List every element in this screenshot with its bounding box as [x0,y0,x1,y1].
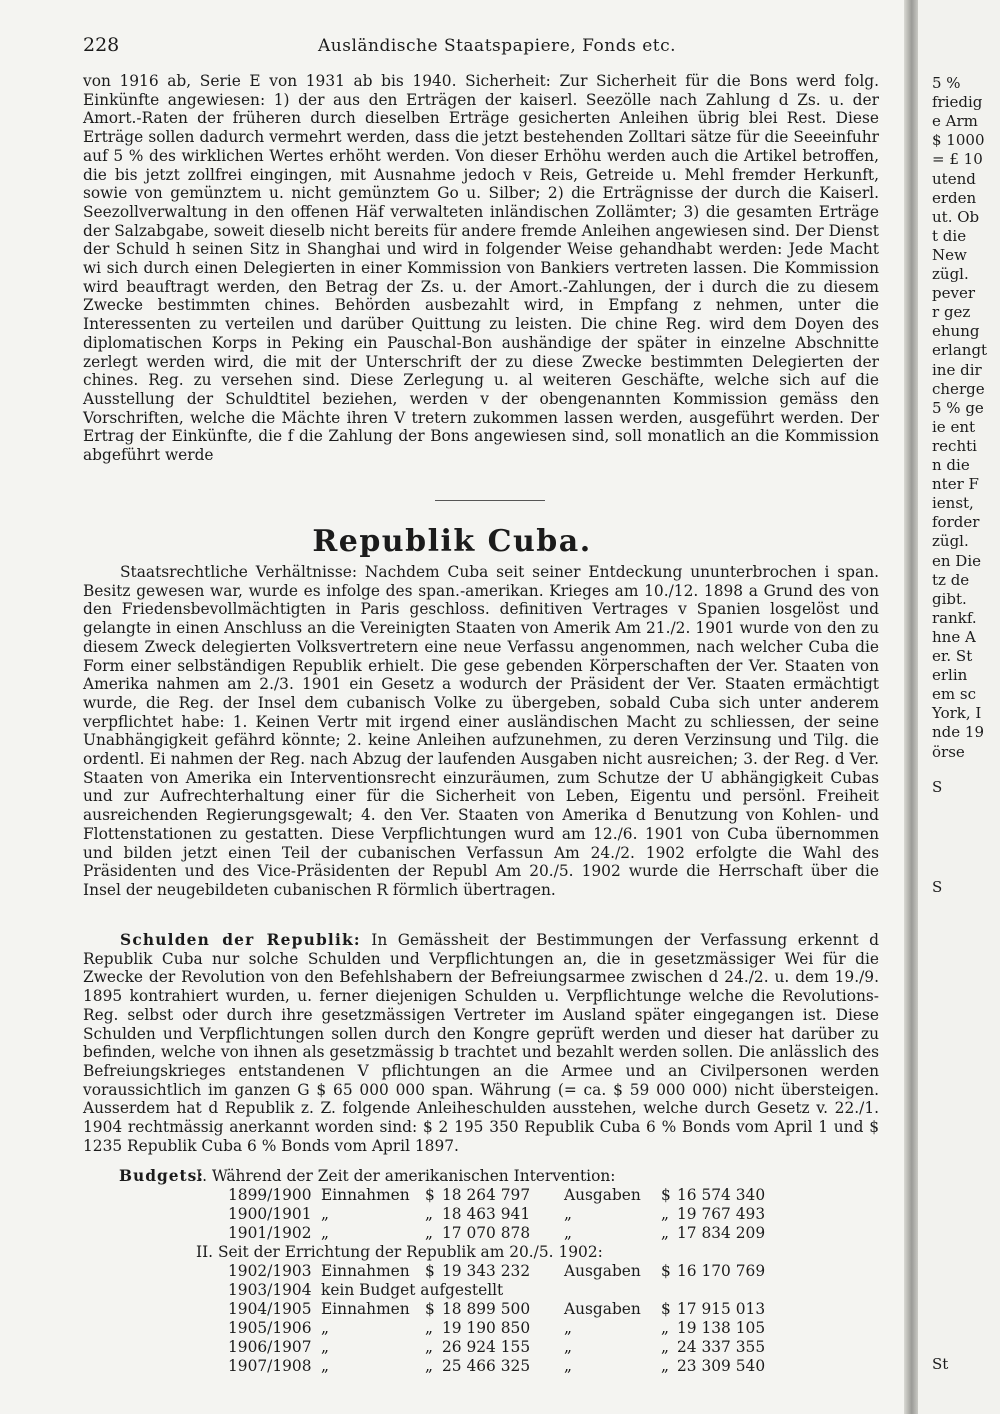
income-label: „ [321,1357,329,1375]
expense-value: 17 834 209 [677,1224,766,1242]
debts-paragraph [83,931,879,1155]
expense-currency: „ [661,1338,669,1356]
income-value: 18 264 797 [442,1186,531,1204]
adjacent-page-fragment: rechti [932,436,977,455]
expense-value: 19 138 105 [677,1319,766,1337]
adjacent-page-fragment: r gez [932,303,971,322]
adjacent-page-fragment: erden [932,188,977,207]
adjacent-page-fragment: en Die [932,551,982,570]
expense-currency: $ [661,1262,671,1280]
expense-value: 19 767 493 [677,1205,766,1223]
income-value: 25 466 325 [442,1357,531,1375]
income-label: Einnahmen [321,1300,410,1318]
expense-label: „ [564,1224,572,1242]
income-label: Einnahmen [321,1186,410,1204]
adjacent-page-fragment: 5 % [932,74,961,92]
income-value: 19 343 232 [442,1262,531,1280]
section-title: Republik Cuba. [312,524,592,559]
expense-label: „ [564,1319,572,1337]
adjacent-page-fragment: forder [932,513,980,532]
expense-label: „ [564,1338,572,1356]
debts-text: In Gemässheit der Bestimmungen der Verfassung erkennt d Republik Cuba nur solche Schulden und Verpflichtungen an, die in gesetzmässiger Wei für die Zwecke der Revolution von den Befehlshabern der Befreiungsarmee zwischen d 24./2. u. dem 19./9. 1895 kontrahiert wurden, u. ferner diejenigen Schulden u. Verpflichtunge welche die Revolutions-Reg. selbst oder durch ihre gesetzmässigen Vertreter im Ausland später eingegangen ist. Diese Schulden und Verpflichtungen sollen durch den Kongre geprüft werden und dieser hat darüber zu befinden, welche von ihnen als gesetzmässig b trachtet und bezahlt werden sollen. Die anlässlich des Befreiungskrieges entstandenen V pflichtungen an die Armee und an Civilpersonen werden voraussichtlich im ganzen G $ 65 000 000 span. Währung (= ca. $ 59 000 000) nicht übersteigen. Ausserdem hat d Republik z. Z. folgende Anleiheschulden ausstehen, welche durch Gesetz v. 22./1. 1904 rechtmässig anerkannt worden sind: $ 2 195 350 Republik Cuba 6 % Bonds vom April 1 und $ 1235 Republik Cuba 6 % Bonds vom April 1897. [83,931,879,1155]
income-currency: „ [425,1338,433,1356]
budget-row [0,1186,904,1205]
adjacent-page-fragment: York, I [932,704,982,723]
adjacent-page-fragment: ine dir [932,360,982,379]
budget-row [0,1357,904,1376]
expense-currency: $ [661,1300,671,1318]
adjacent-page-fragment: friedig [932,93,983,112]
budget-row [0,1338,904,1357]
income-value: 18 463 941 [442,1205,531,1223]
adjacent-page-fragment: erlin [932,666,968,685]
budget-row [0,1224,904,1243]
budget-year: 1901/1902 [228,1224,312,1242]
adjacent-page-fragment: n die [932,456,970,474]
budget-row [0,1262,904,1281]
adjacent-page-fragment: nter F [932,475,979,494]
adjacent-page-fragment: t die [932,226,967,245]
adjacent-page-fragment: = £ 10 [932,150,983,169]
debts-label: Schulden der Republik: [120,931,361,949]
adjacent-page-fragment: zügl. [932,265,969,283]
budget-row [0,1300,904,1319]
adjacent-page-fragment: St [932,1355,949,1373]
budget-year: 1900/1901 [228,1205,312,1223]
adjacent-page-fragment: rankf. [932,608,977,627]
adjacent-page-fragment: ie ent [932,417,976,436]
expense-currency: „ [661,1205,669,1223]
income-currency: „ [425,1319,433,1337]
section-divider [435,500,545,501]
budget-part1-heading: I. Während der Zeit der amerikanischen Intervention: [196,1167,616,1185]
income-label: „ [321,1224,329,1242]
expense-value: 16 574 340 [677,1186,766,1204]
income-currency: „ [425,1205,433,1223]
adjacent-page-fragment: em sc [932,685,976,704]
expense-currency: „ [661,1224,669,1242]
expense-value: 16 170 769 [677,1262,766,1280]
adjacent-page-fragment: S [932,878,943,896]
income-currency: $ [425,1186,435,1204]
adjacent-page-fragment: hne A [932,627,976,646]
constitution-paragraph: Staatsrechtliche Verhältnisse: Nachdem Cuba seit seiner Entdeckung ununterbrochen i span. Besitz gewesen war, wurde es infolge des span.-amerikan. Krieges am 10./12. 1898 a Grund des von den Friedensbevollmächtigten in Paris geschloss. definitiven Vertrages v Spanien losgelöst und gelangte in einen Anschluss an die Vereinigten Staaten von Amerik Am 21./2. 1901 wurde von den zu diesem Zweck delegierten Volksvertretern eine neue Verfassu angenommen, nach welcher Cuba die Form einer selbständigen Republik erhielt. Die gese gebenden Körperschaften der Ver. Staaten von Amerika nahmen am 2./3. 1901 ein Gesetz a wodurch der Präsident der Ver. Staaten ermächtigt wurde, die Reg. der Insel dem cubanisch Volke zu übergeben, sobald Cuba sich unter anderem verpflichtet habe: 1. Keinen Vertr mit irgend einer ausländischen Macht zu schliessen, der seine Unabhängigkeit gefährd könnte; 2. keine Anleihen aufzunehmen, zu deren Verzinsung und Tilg. die ordentl. Ei nahmen der Reg. nach Abzug der laufenden Ausgaben nicht ausreichen; 3. der Reg. d Ver. Staaten von Amerika ein Interventionsrecht einzuräumen, zum Schutze der U abhängigkeit Cubas und zur Aufrechterhaltung einer für die Sicherheit von Leben, Eigentu und persönl. Freiheit ausreichenden Regierungsgewalt; 4. den Ver. Staaten von Amerika d Benutzung von Kohlen- und Flottenstationen zu gestatten. Diese Verpflichtungen wurd am 12./6. 1901 von Cuba übernommen und bilden jetzt einen Teil der cubanischen Verfassun Am 24./2. 1902 erfolgte die Wahl des Präsidenten und des Vice-Präsidenten der Republ Am 20./5. 1902 wurde die Herrschaft über die Insel der neugebildeten cubanischen R förmlich übertragen. [83,563,879,899]
budget-year: 1904/1905 [228,1300,312,1318]
book-gutter [904,0,918,1414]
budget-year: 1905/1906 [228,1319,312,1337]
budget-row [0,1319,904,1338]
adjacent-page-fragment: ienst, [932,494,974,513]
budget-row [0,1281,904,1300]
adjacent-page-fragment: tz de [932,570,970,589]
budget-row [0,1205,904,1224]
adjacent-page-fragment: örse [932,742,965,761]
income-value: 18 899 500 [442,1300,531,1318]
adjacent-page-edge [918,0,1000,1414]
adjacent-page-fragment: $ 1000 [932,131,985,150]
income-label: „ [321,1319,329,1337]
budget-year: 1899/1900 [228,1186,312,1204]
adjacent-page-fragment: erlangt [932,341,988,360]
expense-value: 23 309 540 [677,1357,766,1375]
income-value: 17 070 878 [442,1224,531,1242]
adjacent-page-fragment: 5 % ge [932,398,984,417]
income-currency: „ [425,1224,433,1242]
running-title: Ausländische Staatspapiere, Fonds etc. [318,36,677,56]
income-currency: $ [425,1300,435,1318]
expense-currency: $ [661,1186,671,1204]
income-label: „ [321,1205,329,1223]
expense-label: Ausgaben [564,1186,641,1204]
income-value: 19 190 850 [442,1319,531,1337]
expense-currency: „ [661,1357,669,1375]
adjacent-page-fragment: zügl. [932,532,969,551]
expense-currency: „ [661,1319,669,1337]
expense-label: Ausgaben [564,1262,641,1280]
expense-label: Ausgaben [564,1300,641,1318]
expense-label: „ [564,1357,572,1375]
adjacent-page-fragment: cherge [932,379,985,398]
income-currency: $ [425,1262,435,1280]
budget-year: 1907/1908 [228,1357,312,1375]
budget-year: 1902/1903 [228,1262,312,1280]
budget-year: 1906/1907 [228,1338,312,1356]
budgets-label: Budgets: [119,1167,204,1185]
page-number: 228 [83,34,120,56]
adjacent-page-fragment: utend [932,169,976,188]
adjacent-page-fragment: er. St [932,647,973,665]
adjacent-page-fragment: ut. Ob [932,207,980,226]
adjacent-page-fragment: pever [932,284,976,303]
income-currency: „ [425,1357,433,1375]
adjacent-page-fragment: e Arm [932,112,978,131]
expense-value: 17 915 013 [677,1300,766,1318]
budget-part2-heading: II. Seit der Errichtung der Republik am 20./5. 1902: [196,1243,603,1261]
budget-year: 1903/1904 [228,1281,312,1299]
adjacent-page-fragment: S [932,778,943,796]
income-label: „ [321,1338,329,1356]
intro-paragraph: von 1916 ab, Serie E von 1931 ab bis 1940. Sicherheit: Zur Sicherheit für die Bons werd folg. Einkünfte angewiesen: 1) der aus den Erträgen der kaiserl. Seezölle nach Zahlung d Zs. u. der Amort.-Raten der früheren durch dieselben Erträge gesicherten Anleihen übrig blei Rest. Diese Erträge sollen dadurch vermehrt werden, dass die jetzt bestehenden Zolltari sätze für die Seeeinfuhr auf 5 % des wirklichen Wertes erhöht werden. Von dieser Erhöhu werden auch die Artikel betroffen, die bis jetzt zollfrei eingingen, mit Ausnahme jedoch v Reis, Getreide u. Mehl fremder Herkunft, sowie von gemünztem u. nicht gemünztem Go u. Silber; 2) die Erträgnisse der durch die Kaiserl. Seezollverwaltung in den offenen Häf verwalteten inländischen Zollämter; 3) die gesamten Erträge der Salzabgabe, soweit dieselb nicht bereits für andere fremde Anleihen angewiesen sind. Der Dienst der Schuld h seinen Sitz in Shanghai und wird in folgender Weise gehandhabt werden: Jede Macht wi sich durch einen Delegierten in einer Kommission von Bankiers vertreten lassen. Die Kommission wird beauftragt werden, den Betrag der Zs. u. der Amort.-Zahlungen, der i durch die zu diesem Zwecke bestimmten chines. Behörden ausbezahlt wird, in Empfang z nehmen, unter die Interessenten zu verteilen und darüber Quittung zu leisten. Die chine Reg. wird dem Doyen des diplomatischen Korps in Peking ein Pauschal-Bon aushändige der später in einzelne Abschnitte zerlegt werden wird, die mit der Unterschrift der zu diese Zwecke bestimmten Delegierten der chines. Reg. zu versehen sind. Diese Zerlegung u. al weiteren Geschäfte, welche sich auf die Ausstellung der Schuldtitel beziehen, werden v der obengenannten Kommission gemäss den Vorschriften, welche die Mächte ihren V tretern zukommen lassen werden, ausgeführt werden. Der Ertrag der Einkünfte, die f die Zahlung der Bons angewiesen sind, soll monatlich an die Kommission abgeführt werde [83,72,879,465]
expense-label: „ [564,1205,572,1223]
adjacent-page-fragment: nde 19 [932,723,984,742]
adjacent-page-fragment: gibt. [932,589,967,608]
adjacent-page-fragment: ehung [932,322,980,341]
income-label: kein Budget aufgestellt [321,1281,504,1299]
expense-value: 24 337 355 [677,1338,766,1356]
income-label: Einnahmen [321,1262,410,1280]
adjacent-page-fragment: New [932,245,967,264]
income-value: 26 924 155 [442,1338,531,1356]
